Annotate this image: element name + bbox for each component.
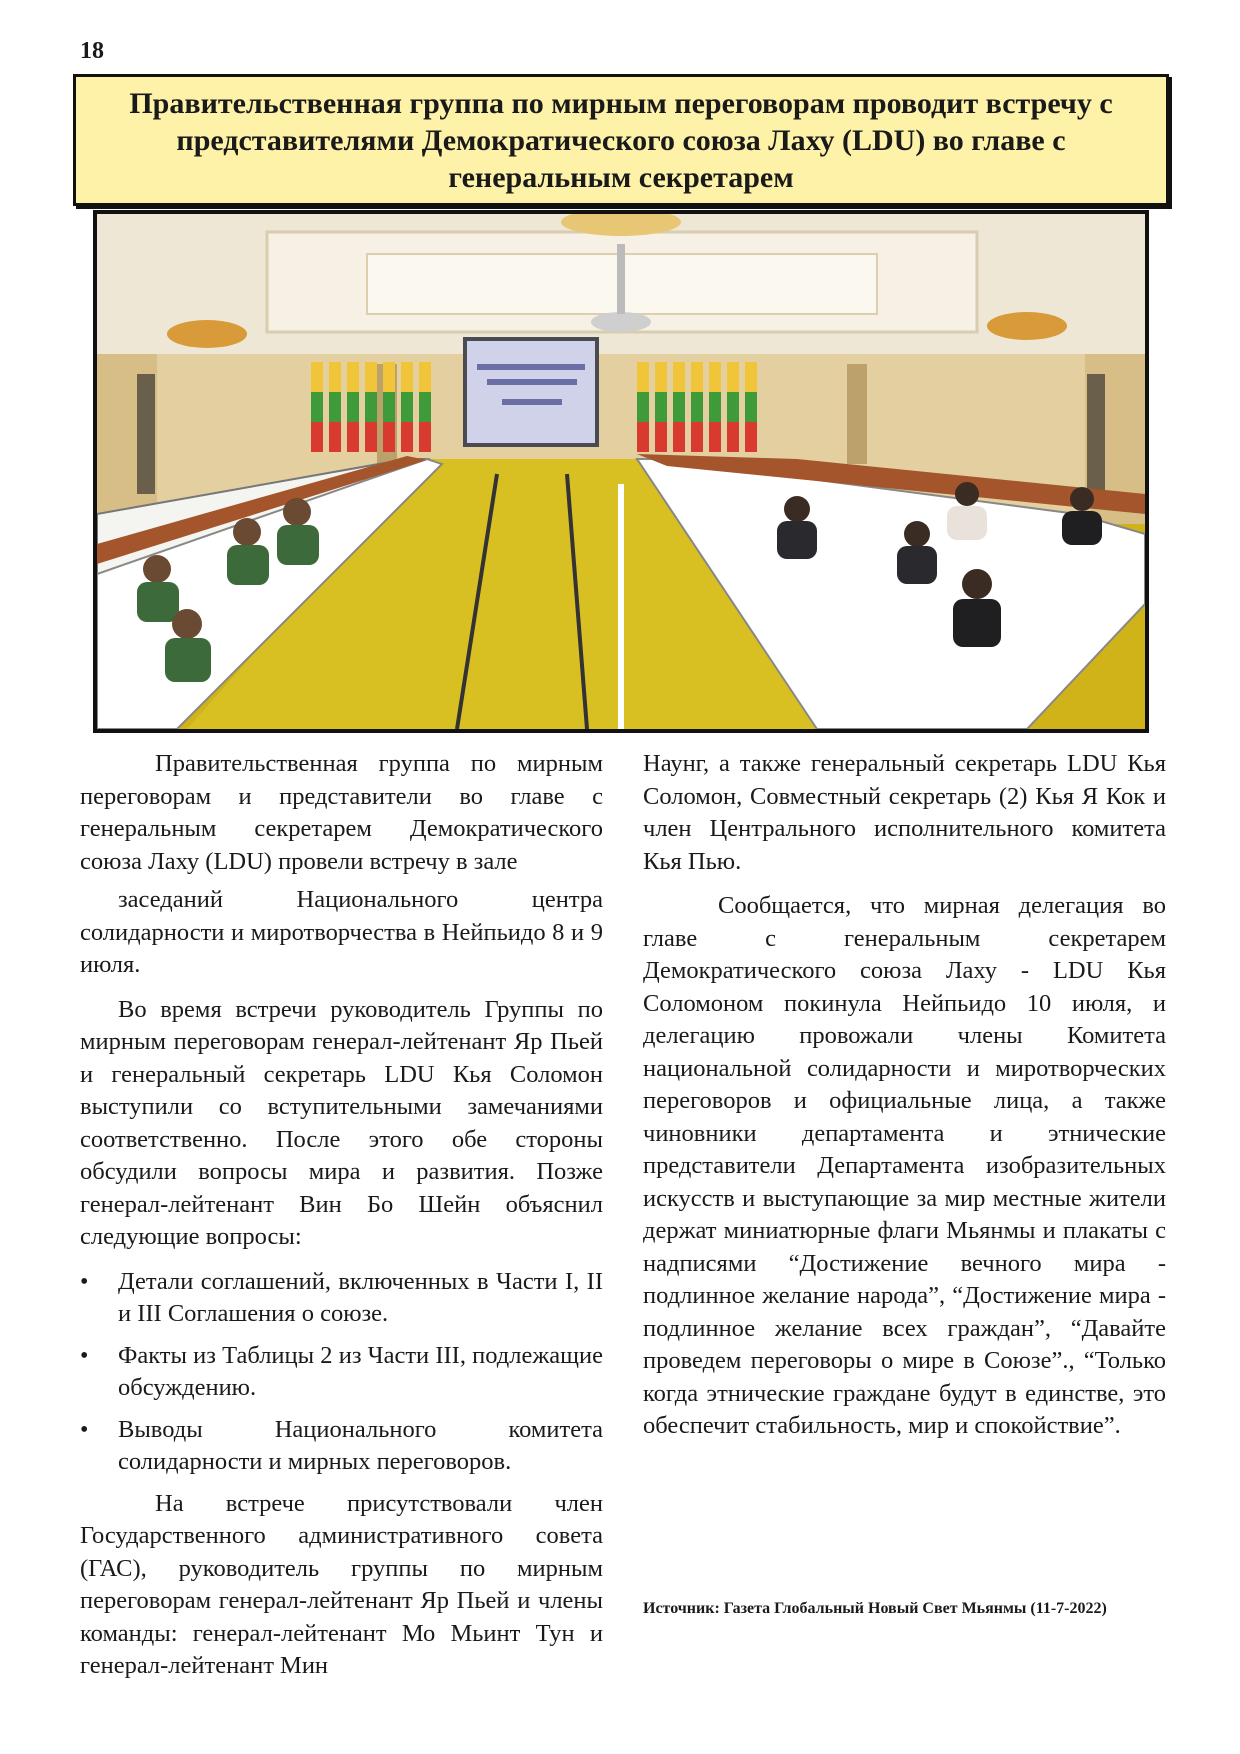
paragraph: Наунг, а также генеральный секретарь LDU Кья Соломон, Совместный секретарь (2) Кья Я Кок и член Центрального исполнительного комитета Кья Пью. — [643, 750, 1166, 875]
meeting-photo — [93, 210, 1149, 733]
bullet-list — [80, 1266, 603, 1479]
list-item: • Детали соглашений, включенных в Части I, II и III Соглашения о союзе. — [80, 1266, 603, 1331]
paragraph: Во время встречи руководитель Группы по мирным переговорам генерал-лейтенант Яр Пьей и генеральный секретарь LDU Кья Соломон выступили со вступительными замечаниями соответственно. После этого обе стороны обсудили вопросы мира и развития. Позже генерал-лейтенант Вин Бо Шейн объяснил следующие вопросы: — [80, 995, 603, 1250]
right-column — [643, 748, 1166, 1443]
paragraph: На встрече присутствовали член Государственного административного совета (ГАС), руководитель группы по мирным переговорам генерал-лейтенант Яр Пьей и члены команды: генерал-лейтенант Мо Мьинт Тун и генерал-лейтенант Мин — [80, 1489, 603, 1679]
list-item: • Выводы Национального комитета солидарности и мирных переговоров. — [80, 1414, 603, 1479]
paragraph: Сообщается, что мирная делегация во главе с генеральным секретарем Демократического союза Лаху - LDU Кья Соломоном покинула Нейпьидо 10 июля, и делегацию провожали члены Комитета национальной солидарности и миротворческих переговоров и официальные лица, а также чиновники департамента и этнические представители Департамента изобразительных искусств и выступающие за мир местные жители держат миниатюрные флаги Мьянмы и плакаты с надписями “Достижение вечного мира - подлинное желание народа”, “Достижение мира - подлинное желание всех граждан”, “Давайте проведем переговоры о мире в Союзе”., “Только когда этнические граждане будут в единстве, это обеспечит стабильность, мир и спокойствие”. — [643, 892, 1166, 1439]
list-item: • Факты из Таблицы 2 из Части III, подлежащие обсуждению. — [80, 1340, 603, 1405]
source-citation: Источник: Газета Глобальный Новый Свет Мьянмы (11-7-2022) — [643, 1600, 1107, 1617]
page-number: 18 — [80, 38, 104, 64]
paragraph: Правительственная группа по мирным переговорам и представители во главе с генеральным секретарем Демократического союза Лаху (LDU) провели встречу в зале — [80, 750, 603, 875]
left-column — [80, 748, 603, 1683]
paragraph: заседаний Национального центра солидарности и миротворчества в Нейпьидо 8 и 9 июля. — [80, 886, 603, 978]
article-headline: Правительственная группа по мирным переговорам проводит встречу с представителями Демократического союза Лаху (LDU) во главе с генеральным секретарем — [73, 74, 1169, 206]
